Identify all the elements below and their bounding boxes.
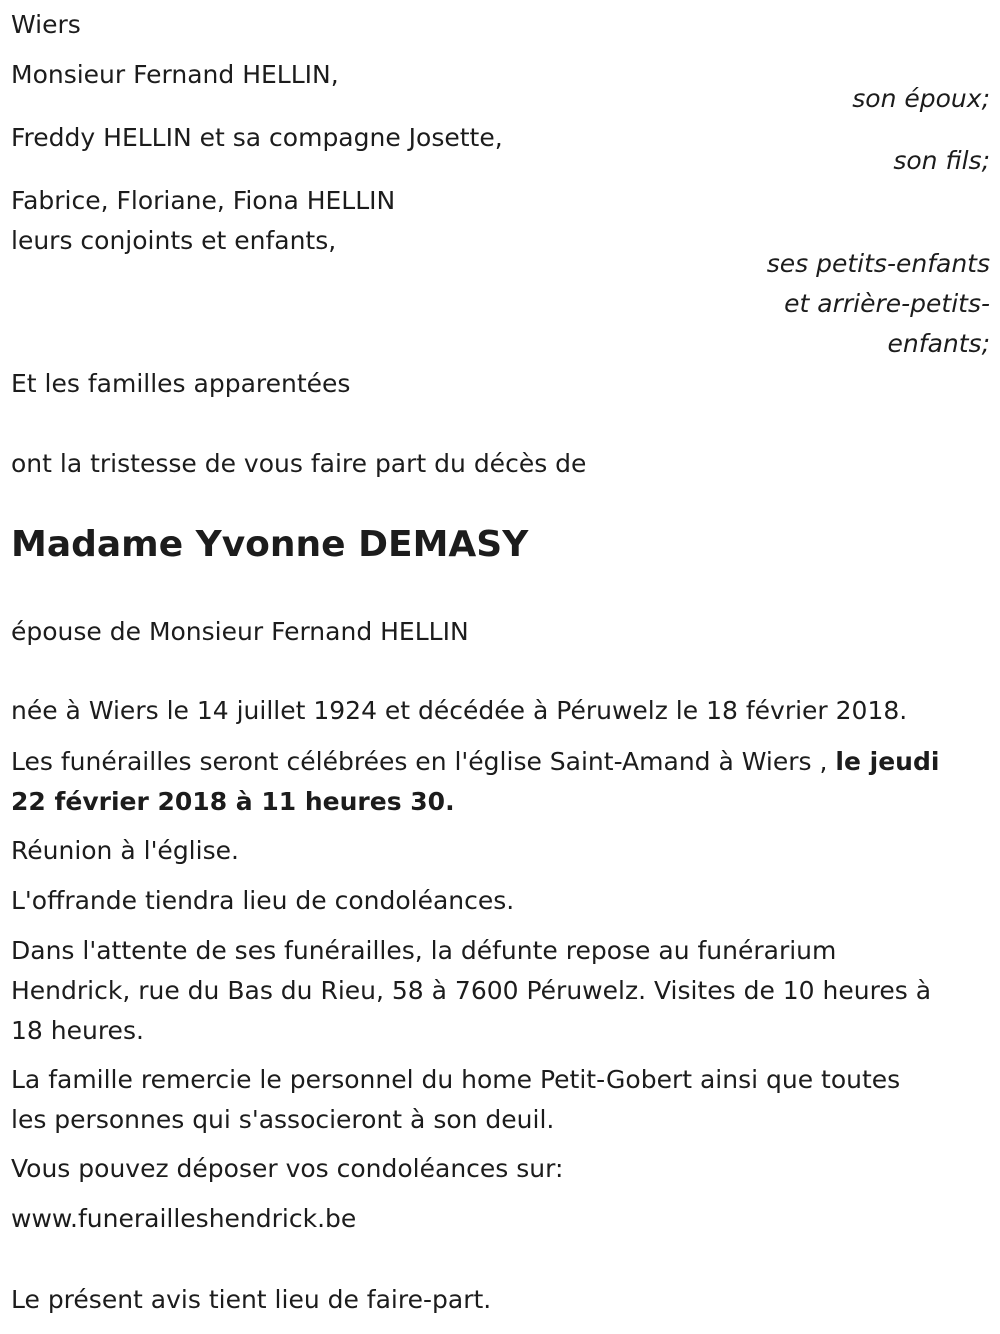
thanks-line2: les personnes qui s'associeront à son deuil.	[11, 1105, 555, 1134]
funeral-prefix: Les funérailles seront célébrées en l'église Saint-Amand à Wiers ,	[11, 747, 828, 776]
funerarium-paragraph	[11, 931, 986, 1051]
spouse-relation: son époux;	[852, 84, 990, 113]
grandchildren-relation-line2: et arrière-petits-	[784, 289, 990, 318]
closing-line: Le présent avis tient lieu de faire-part.	[11, 1285, 492, 1314]
funeral-datetime: 22 février 2018 à 11 heures 30.	[11, 787, 455, 816]
website-link[interactable]: www.funerailleshendrick.be	[11, 1204, 357, 1233]
birth-death-line: née à Wiers le 14 juillet 1924 et décédée à Péruwelz le 18 février 2018.	[11, 696, 908, 725]
funerarium-line3: 18 heures.	[11, 1016, 144, 1045]
funerarium-line1: Dans l'attente de ses funérailles, la défunte repose au funérarium	[11, 936, 837, 965]
announcement: ont la tristesse de vous faire part du décès de	[11, 449, 587, 478]
funeral-day: le jeudi	[835, 747, 940, 776]
son-relation: son fils;	[893, 146, 990, 175]
thanks-line1: La famille remercie le personnel du home Petit-Gobert ainsi que toutes	[11, 1065, 901, 1094]
grandchildren-relation-line1: ses petits-enfants	[766, 249, 990, 278]
condolences-prompt: Vous pouvez déposer vos condoléances sur:	[11, 1154, 564, 1183]
thanks-paragraph	[11, 1060, 986, 1140]
families-line: Et les familles apparentées	[11, 369, 351, 398]
spouse-line: épouse de Monsieur Fernand HELLIN	[11, 617, 469, 646]
meeting-line: Réunion à l'église.	[11, 836, 239, 865]
funeral-details	[11, 742, 986, 822]
son-name: Freddy HELLIN et sa compagne Josette,	[11, 123, 503, 152]
place-heading: Wiers	[11, 10, 81, 39]
grandchildren-relation-line3: enfants;	[887, 329, 990, 358]
funerarium-line2: Hendrick, rue du Bas du Rieu, 58 à 7600 Péruwelz. Visites de 10 heures à	[11, 976, 932, 1005]
spouse-name: Monsieur Fernand HELLIN,	[11, 60, 339, 89]
offering-line: L'offrande tiendra lieu de condoléances.	[11, 886, 515, 915]
grandchildren-names: Fabrice, Floriane, Fiona HELLIN	[11, 186, 396, 215]
deceased-name: Madame Yvonne DEMASY	[11, 524, 529, 565]
grandchildren-partners: leurs conjoints et enfants,	[11, 226, 337, 255]
